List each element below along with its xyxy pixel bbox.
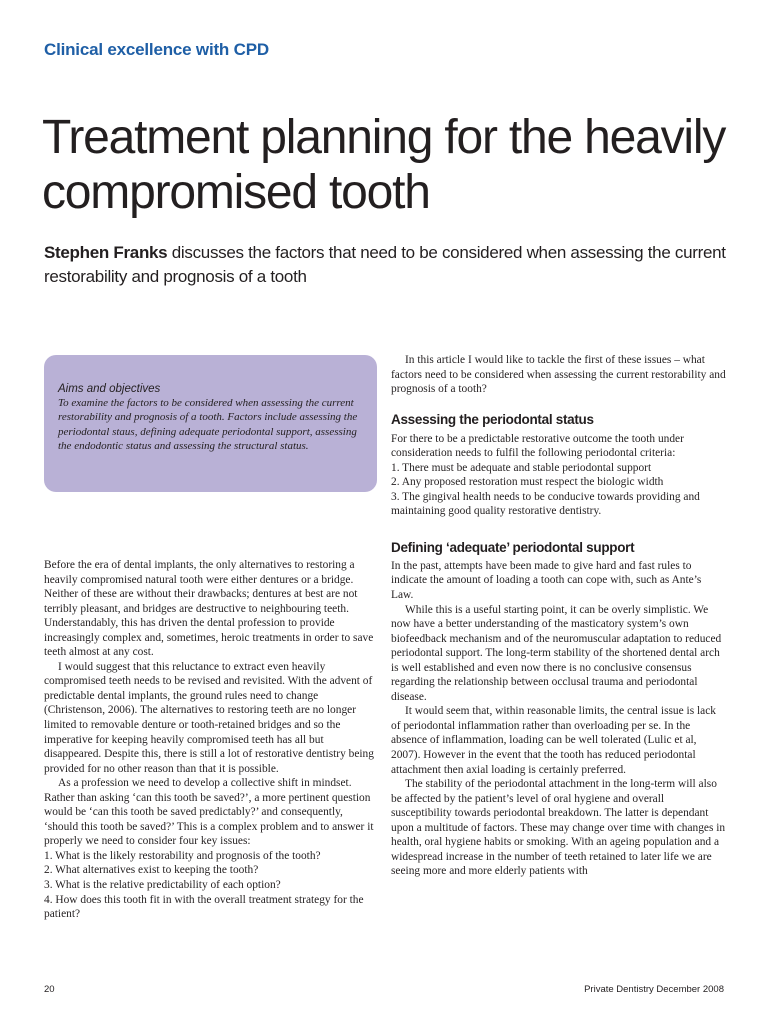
criteria-item: 2. Any proposed restoration must respect the biologic width (391, 476, 664, 489)
body-paragraph: Before the era of dental implants, the only alternatives to restoring a heavily compromised natural tooth were either dentures or a bridge. Neither of these are without their drawbacks; dentures at best are not terribly pleasant, and bridges are destructive to neighbouring teeth. Understandably, this has driven the dental profession to provide increasingly complex and, sometimes, heroic treatments in order to save teeth almost at any cost. (44, 559, 374, 659)
body-paragraph: For there to be a predictable restorative outcome the tooth under consideration needs to fulfil the following periodontal criteria: (391, 432, 684, 460)
left-column (44, 558, 378, 922)
page-number: 20 (44, 984, 55, 995)
aims-box (44, 355, 377, 492)
heading-periodontal-status: Assessing the periodontal status (391, 411, 594, 427)
title-line-2: compromised tooth (42, 166, 430, 219)
section-label: Clinical excellence with CPD (44, 40, 269, 59)
criteria-item: 3. The gingival health needs to be conducive towards providing and maintaining good quality restorative dentistry. (391, 490, 700, 518)
body-paragraph: I would suggest that this reluctance to extract even heavily compromised teeth needs to be revised and revisited. With the advent of predictable dental implants, the ground rules need to change (Christenson, 2006). The alternatives to restoring teeth are no longer limited to removable denture or tooth-retained bridges and so the imperative for keeping heavily compromised teeth has all but disappeared. Despite this, there is still a lot of restorative dentistry being provided for no other reason than that it is possible. (44, 660, 374, 775)
heading-adequate-support: Defining ‘adequate’ periodontal support (391, 539, 635, 555)
body-paragraph: As a profession we need to develop a collective shift in mindset. Rather than asking ‘can this tooth be saved?’, a more pertinent question would be ‘can this tooth be saved predictably?’ and consequently, ‘should this tooth be saved?’ This is a complex problem and to answer it properly we need to consider four key issues: (44, 777, 374, 848)
body-paragraph: While this is a useful starting point, it can be overly simplistic. We now have a better understanding of the masticatory system’s own biofeedback mechanism and of the neuromuscular adaptation to reduced periodontal support. The long-term stability of the shortened dental arch is well established and even now there is no conclusive consensus regarding the relationship between occlusal trauma and periodontal disease. (391, 603, 722, 703)
list-item: 3. What is the relative predictability of each option? (44, 879, 281, 892)
journal-footer: Private Dentistry December 2008 (584, 984, 724, 995)
author-name: Stephen Franks (44, 243, 168, 262)
criteria-item: 1. There must be adequate and stable periodontal support (391, 461, 652, 474)
body-paragraph: It would seem that, within reasonable limits, the central issue is lack of periodontal inflammation rather than overloading per se. In the absence of inflammation, loading can be well tolerated (Lulic et al, 2007). However in the event that the tooth has reduced periodontal attachment then axial loading is certainly preferred. (391, 705, 716, 776)
right-column (391, 353, 726, 879)
aims-heading: Aims and objectives (58, 383, 161, 395)
standfirst (44, 241, 734, 289)
article-title (42, 110, 742, 220)
list-item: 4. How does this tooth fit in with the overall treatment strategy for the patient? (44, 893, 364, 921)
aims-text: To examine the factors to be considered when assessing the current restorability and prognosis of a tooth. Factors include assessing the periodontal staus, defining adequate periodontal support, assessing the endodontic status and assessing the structural status. (58, 397, 358, 453)
intro-paragraph: In this article I would like to tackle the first of these issues – what factors need to be considered when assessing the current restorability and prognosis of a tooth? (391, 354, 726, 396)
list-item: 1. What is the likely restorability and prognosis of the tooth? (44, 849, 321, 862)
title-line-1: Treatment planning for the heavily (42, 111, 726, 164)
standfirst-text: discusses the factors that need to be considered when assessing the current restorability and prognosis of a tooth (44, 243, 726, 286)
body-paragraph: The stability of the periodontal attachment in the long-term will also be affected by the patient’s level of oral hygiene and overall susceptibility towards periodontal breakdown. The latter is dependant upon a multitude of factors. These may change over time with changes in health, oral hygiene habits or smoking. With an ageing population and a widespread increase in the number of teeth retained to later life we are seeing more and more elderly patients with (391, 778, 726, 878)
body-paragraph: In the past, attempts have been made to give hard and fast rules to indicate the amount of loading a tooth can cope with, such as Ante’s Law. (391, 559, 702, 602)
list-item: 2. What alternatives exist to keeping the tooth? (44, 864, 259, 877)
